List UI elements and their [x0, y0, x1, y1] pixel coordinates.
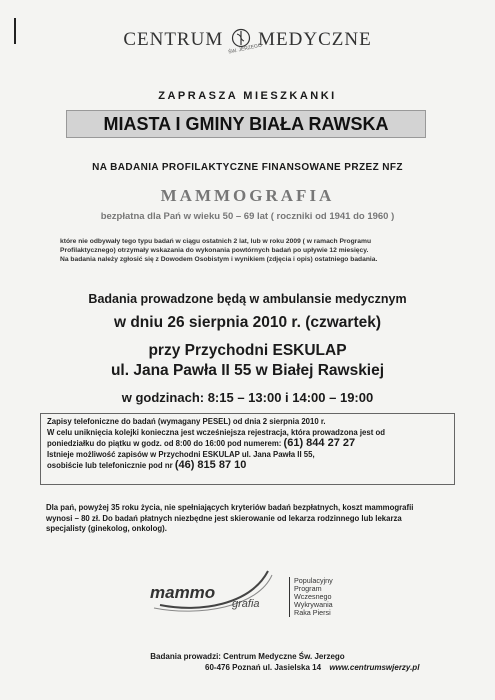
- footer: [0, 652, 495, 672]
- registration-alt: osobiście lub telefonicznie pod nr: [47, 461, 173, 470]
- footer-address: 60-476 Poznań ul. Jasielska 14: [205, 663, 322, 672]
- program-line: Wykrywania: [294, 600, 333, 609]
- info-line: Profilaktycznego) otrzymały wskazania do wykonania powtórnych badań po upływie 12 miesięcy.: [60, 247, 369, 254]
- registration-line: [47, 460, 448, 472]
- note-line: wynosi – 80 zł. Do badań płatnych niezbędne jest skierowanie od lekarza rodzinnego lub lekarza: [46, 513, 402, 523]
- note-line: Dla pań, powyżej 35 roku życia, nie spełniających kryteriów badań bezpłatnych, koszt mammografii: [46, 503, 414, 512]
- paid-exam-note: [46, 503, 456, 535]
- footer-organizer: Badania prowadzi: Centrum Medyczne Św. Jerzego: [150, 652, 345, 661]
- registration-hours: poniedziałku do piątku w godz. od 8:00 do 16:00 pod numerem:: [47, 439, 282, 448]
- registration-line: Istnieje możliwość zapisów w Przychodni ESKULAP ul. Jana Pawła II 55,: [47, 449, 315, 459]
- place-line: przy Przychodni ESKULAP: [148, 342, 347, 359]
- program-line: Raka Piersi: [294, 608, 331, 617]
- footer-contact: [205, 663, 419, 672]
- logo-text-left: CENTRUM: [123, 29, 224, 50]
- ambulance-line: Badania prowadzone będą w ambulansie medycznym: [88, 292, 407, 306]
- program-line: Wczesnego: [294, 592, 332, 601]
- registration-line: Zapisy telefoniczne do badań (wymagany PESEL) od dnia 2 sierpnia 2010 r.: [47, 417, 326, 426]
- hours-line: w godzinach: 8:15 – 13:00 i 14:00 – 19:00: [121, 390, 374, 405]
- note-line: specjalisty (ginekolog, onkolog).: [46, 524, 167, 533]
- eligibility-line: bezpłatna dla Pań w wieku 50 – 69 lat ( roczniki od 1941 do 1960 ): [100, 211, 395, 222]
- program-line: Populacyjny: [294, 576, 333, 585]
- phone-number: (61) 844 27 27: [283, 437, 356, 449]
- registration-line: [47, 438, 448, 450]
- logo-word-grafia: grafia: [232, 598, 260, 610]
- phone-number-clinic: (46) 815 87 10: [174, 459, 247, 471]
- town-banner: MIASTA I GMINY BIAŁA RAWSKA: [66, 110, 426, 138]
- address-line: ul. Jana Pawła II 55 w Białej Rawskiej: [110, 362, 385, 379]
- registration-box: [40, 413, 455, 485]
- mammography-title: MAMMOGRAFIA: [160, 186, 335, 205]
- date-line: w dniu 26 sierpnia 2010 r. (czwartek): [113, 314, 382, 331]
- invite-subline: NA BADANIA PROFILAKTYCZNE FINANSOWANE PRZEZ NFZ: [92, 162, 403, 173]
- program-line: Program: [294, 584, 322, 593]
- logo-text-right: MEDYCZNE: [258, 29, 372, 50]
- logo-word-mammo: mammo: [150, 583, 216, 602]
- invite-line: ZAPRASZA MIESZKANKI: [158, 90, 337, 102]
- eligibility-details: [60, 237, 450, 264]
- footer-website[interactable]: www.centrumswjerzy.pl: [329, 663, 420, 672]
- info-line: które nie odbywały tego typu badań w ciągu ostatnich 2 lat, lub w roku 2009 ( w ramach Programu: [60, 238, 372, 245]
- registration-line: W celu uniknięcia kolejki konieczna jest wcześniejsza rejestracja, która prowadzona jest od: [47, 427, 385, 437]
- mammografia-logo: [150, 565, 290, 615]
- program-name: [289, 577, 333, 617]
- logo-subtext: ŚW. JERZEGO: [227, 42, 263, 56]
- info-line: Na badania należy zgłosić się z Dowodem Osobistym i wynikiem (zdjęcia i opis) ostatniego badania.: [60, 256, 378, 263]
